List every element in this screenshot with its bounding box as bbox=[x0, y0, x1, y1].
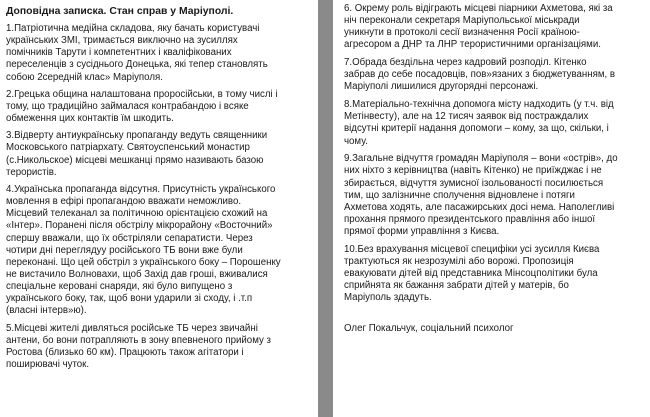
paragraph-8: 8.Матеріально-технічна допомога місту надходить (у т.ч. від Метінвесту), але на 12 тисяч заявок від постраждалих відсутні критерії надання допомоги – кому, за що, скільки, і чому. bbox=[344, 99, 614, 147]
paragraph-1: 1.Патріотична медійна складова, яку бачать користувачі українських ЗМІ, тримається виключно на зусиллях помічників Тарути і компетентних і кваліфікованих переселенців з сусіднього Донецька, які тепер становлять собою 2середній клас» Маріуполя. bbox=[6, 23, 268, 83]
paragraph-2: 2.Грецька община налаштована проросійськи, в тому числі і тому, що традиційно займалася контрабандою і всяке обмеження цих контактів їм шкодить. bbox=[6, 88, 278, 125]
paragraph-6: 6. Окрему роль відіграють місцеві пiарники Ахметова, які за ніч переконали секретаря Маріупольської міськради уникнути в протоколі сесії визначення Росії країною- агресором а ДНР та ЛНР терористичними організаціями. bbox=[344, 3, 613, 51]
paragraph-5: 5.Місцеві жителі дивляться російське ТБ через звичайні антени, бо вони потрапляють в зону впевненого прийому з Ростова (близько 60 км). Працюють також агітатори і поширювачі чуток. bbox=[6, 322, 271, 371]
document-page-right bbox=[333, 0, 650, 417]
document-title: Доповідна записка. Стан справ у Маріуполі. bbox=[6, 6, 234, 17]
author-signature: Олег Покальчук, соціальний психолог bbox=[344, 322, 514, 334]
paragraph-7: 7.Обрада бездільна через кадровий розподіл. Кітенко забрав до себе посадовців, пов»язаних з бюджетуванням, в Маріуполі лишилися другорядні персонажі. bbox=[344, 57, 616, 93]
paragraph-4: 4.Українська пропаганда відсутня. Присутність українського мовлення в ефірі пропагандою вважати неможливо. Місцевий телеканал за політичною орієнтацією схожий на «Інтер». Поранені після обстрілу мікрорайону «Восточний» спершу вважали, що їх обстріляли сепаратисти. Через чотири дні переглядуу російського ТБ вони вже були переконані. Що цей обстріл з українського боку – Порошенку не вистачило Волновахи, щоб Захід дав гроші, вживалися спеціальне керовані снаряди, які було випущено з українського боку, так, щоб вони ударили зі сходу, і .т.п (власні інтерв»ю). bbox=[6, 183, 281, 317]
paragraph-10: 10.Без врахування місцевої специфіки усі зусилля Києва трактуються як незрозумілі або ворожі. Пропозиція евакуювати дітей від представника Мінсоцполітики була сприйнята як бажання забрати дітей у матерів, бо Маріуполь здадуть. bbox=[344, 243, 600, 304]
paragraph-3: 3.Відверту антиукраїнську пропаганду ведуть священники Московського патріархату. Святоуспенський монастир (с.Никольское) місцеві мешканці прямо називають базою терористів. bbox=[6, 130, 268, 178]
paragraph-9: 9.Загальне відчуття громадян Маріуполя – вони «острів», до них ніхто з керівництва (навіть Кітенко) не приїжджає і не збирається, відчуття зумисної ізольованості посилюється тим, що залізничне сполучення відновлене і потяги Ахметова ходять, але пасажирських досі нема. Наполегливі прохання прямого президентського правління або іншої прямої форми управління з Києва. bbox=[344, 153, 618, 238]
document-page-left bbox=[0, 0, 318, 417]
